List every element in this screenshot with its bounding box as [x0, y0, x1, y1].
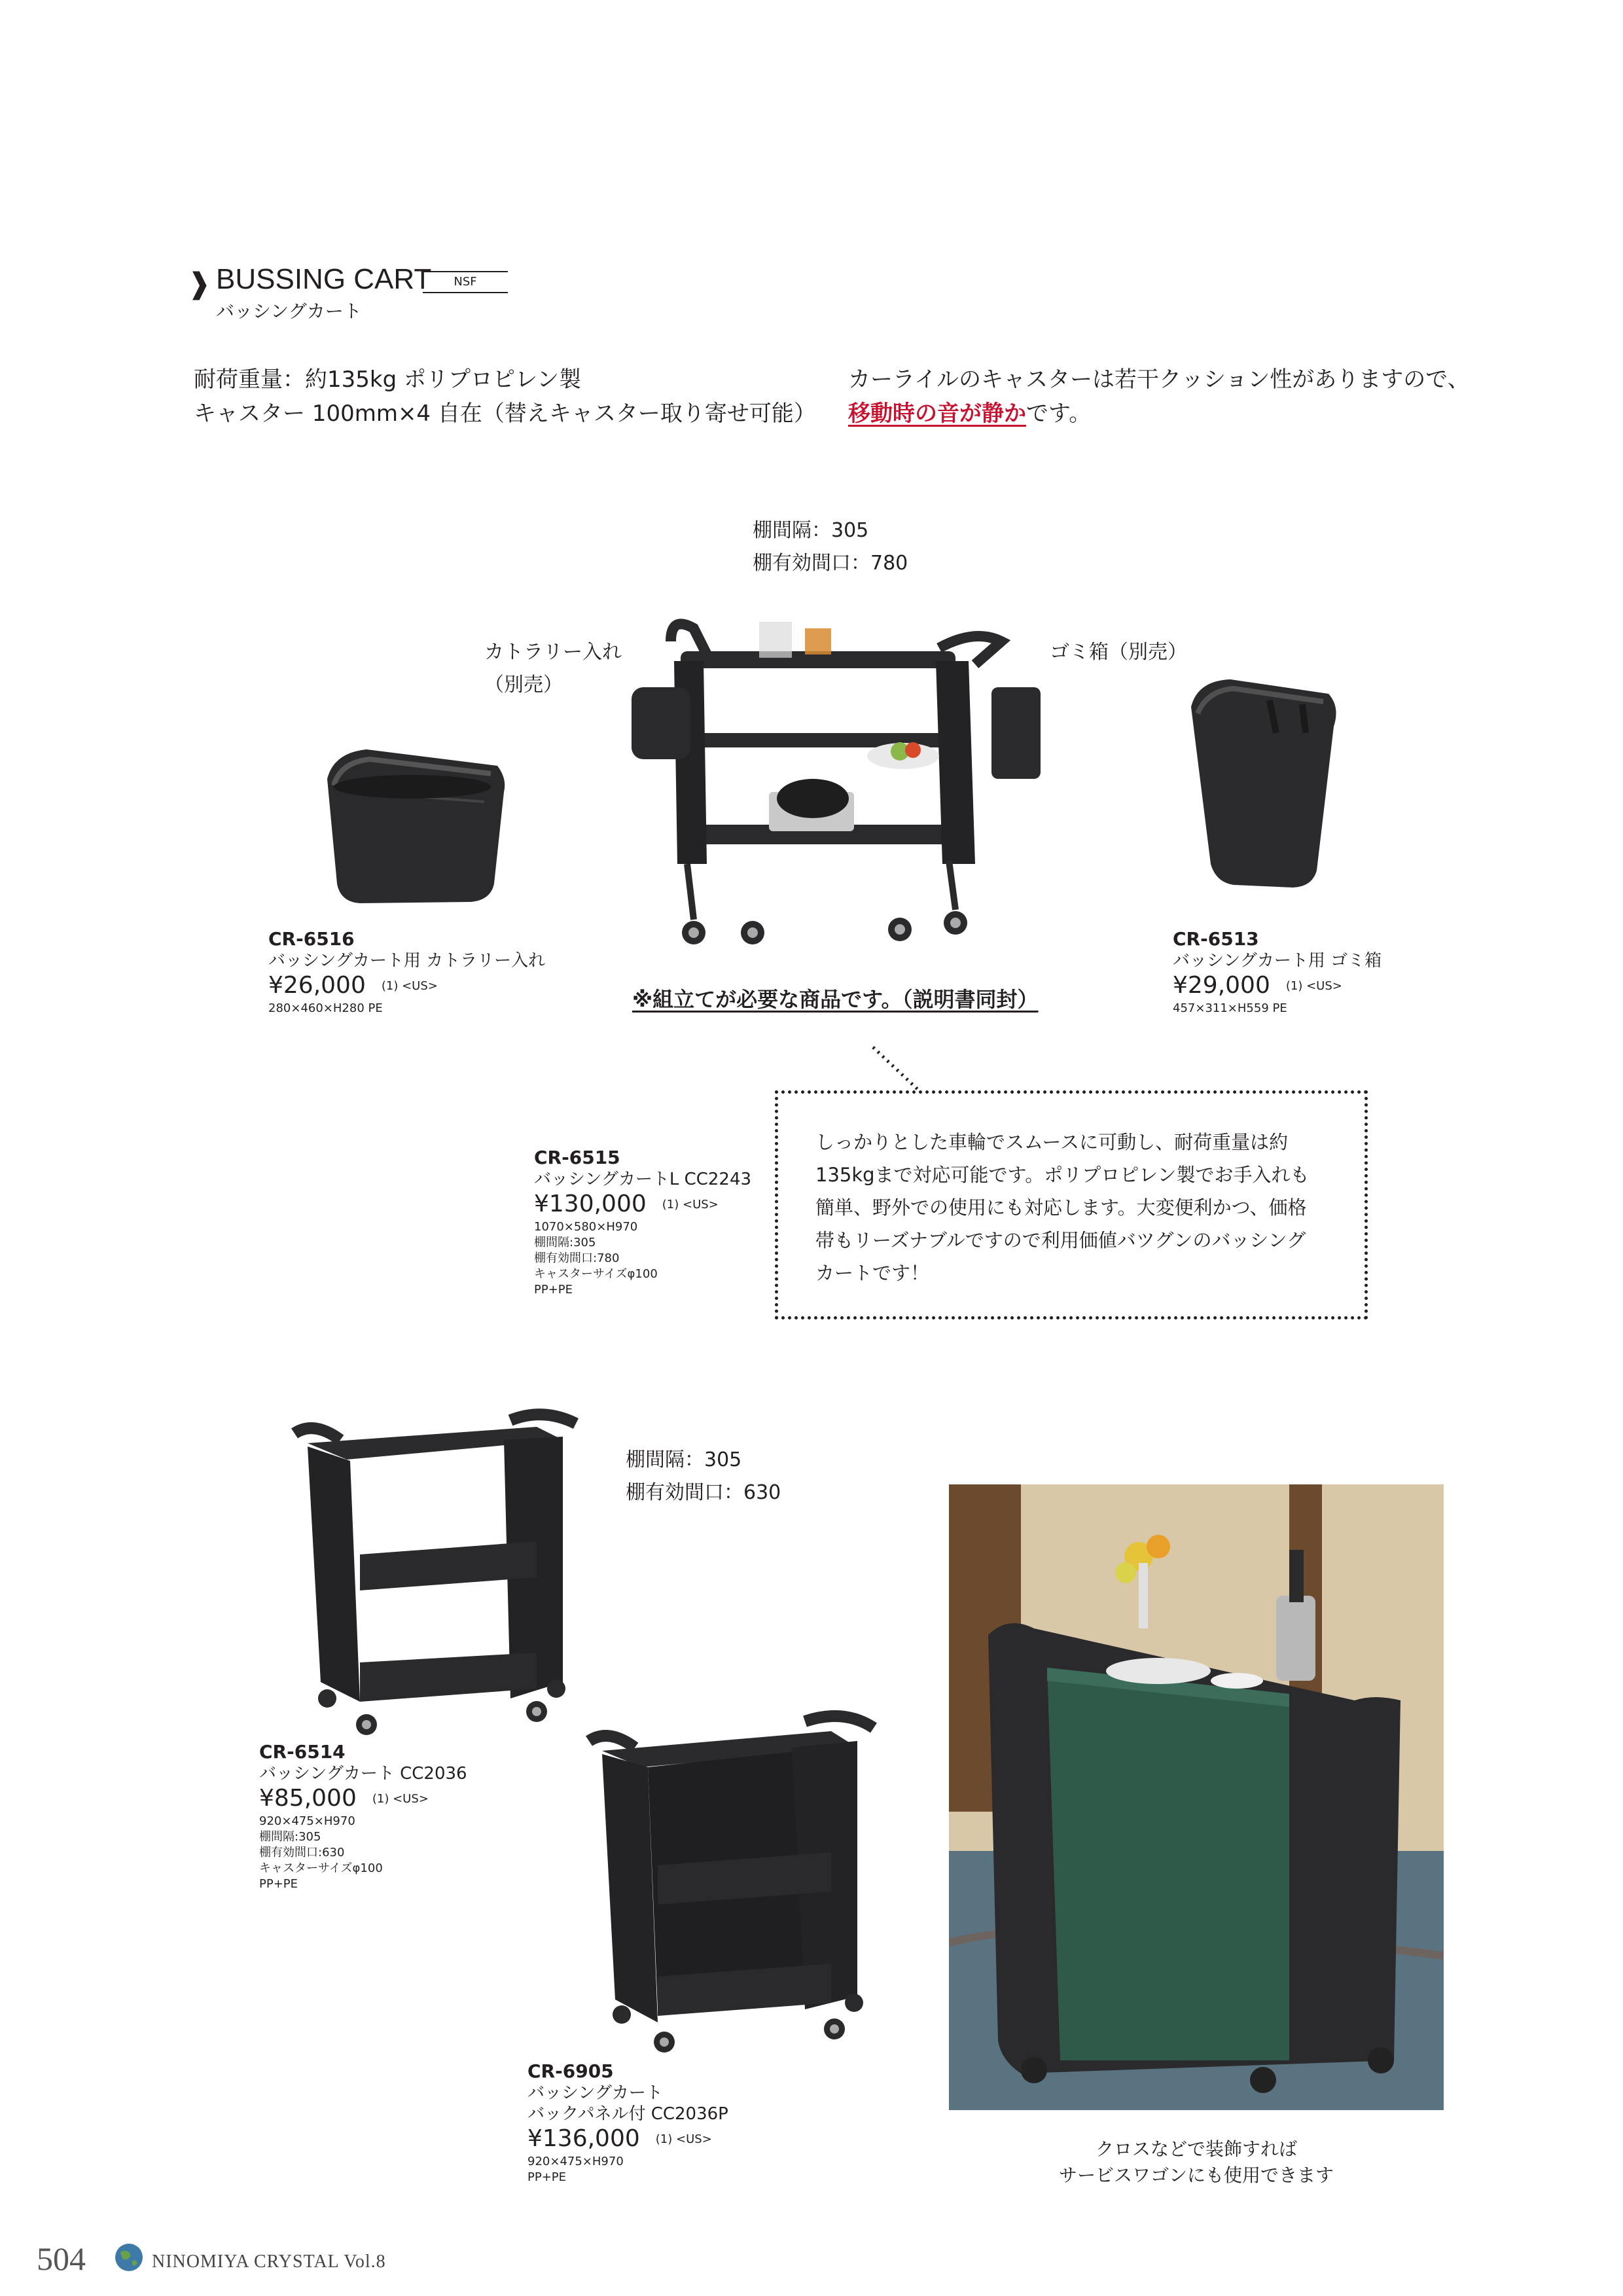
product-name-2: バックパネル付 CC2036P: [527, 2104, 728, 2124]
product-detail: PP+PE: [259, 1877, 298, 1891]
product-price: ¥26,000 (1) <US>: [268, 972, 438, 999]
brand-name: NINOMIYA CRYSTAL Vol.8: [152, 2251, 386, 2272]
service-wagon-photo: [949, 1484, 1444, 2110]
product-code: CR-6513: [1173, 928, 1259, 950]
product-detail: 920×475×H970: [259, 1814, 355, 1828]
product-detail: 棚有効間口:630: [259, 1846, 345, 1859]
globe-icon: [114, 2242, 144, 2272]
main-shelf-opening: 棚有効間口：780: [753, 552, 908, 575]
product-detail: 280×460×H280 PE: [268, 1001, 383, 1015]
product-code: CR-6516: [268, 928, 355, 950]
main-cart-image: [609, 602, 1047, 949]
product-name: バッシングカート: [527, 2083, 663, 2103]
small-shelf-gap: 棚間隔：305: [626, 1448, 742, 1471]
cart-cc2036p-image: [582, 1702, 883, 2055]
chevron-right-icon: ❱: [187, 267, 211, 300]
section-title: BUSSING CART: [216, 263, 432, 295]
product-detail: 1070×580×H970: [534, 1220, 638, 1234]
cutlery-bin-image: [314, 740, 510, 910]
product-name: バッシングカート用 カトラリー入れ: [268, 951, 546, 971]
product-detail: 457×311×H559 PE: [1173, 1001, 1287, 1015]
product-detail: PP+PE: [534, 1283, 573, 1297]
product-name: バッシングカートL CC2243: [534, 1170, 752, 1189]
main-shelf-gap: 棚間隔：305: [753, 519, 869, 542]
specs-right: [848, 363, 1470, 431]
product-name: バッシングカート用 ゴミ箱: [1173, 951, 1382, 971]
product-price: ¥29,000 (1) <US>: [1173, 972, 1342, 999]
product-code: CR-6515: [534, 1147, 620, 1168]
cutlery-label: カトラリー入れ （別売）: [484, 641, 622, 696]
description-text: しっかりとした車輪でスムースに可動し、耐荷重量は約 135kgまで対応可能です。ポリプロピレン製でお手入れも 簡単、野外での使用にも対応します。大変便利かつ、価格 帯もリーズナブルですので利用価値バツグンのバッシング カートです！: [815, 1131, 1310, 1284]
product-detail: キャスターサイズφ100: [534, 1267, 658, 1281]
product-price: ¥136,000 (1) <US>: [527, 2125, 712, 2152]
trash-bin-image: [1171, 668, 1348, 890]
product-detail: 棚有効間口:780: [534, 1251, 620, 1265]
small-shelf-opening: 棚有効間口：630: [626, 1481, 781, 1504]
product-cr-6515: [534, 1147, 751, 1298]
product-cr-6514: [259, 1741, 467, 1892]
product-detail: 棚間隔:305: [259, 1830, 321, 1844]
product-code: CR-6905: [527, 2060, 614, 2082]
quiet-highlight: 移動時の音が静か: [848, 401, 1026, 427]
product-code: CR-6514: [259, 1741, 346, 1763]
nsf-badge: NSF: [423, 271, 508, 293]
small-cart-dimensions: [626, 1444, 781, 1509]
product-cr-6516: [268, 928, 545, 1016]
photo-caption: クロスなどで装飾すれば サービスワゴンにも使用できます: [1058, 2138, 1334, 2186]
page-number: 504: [37, 2240, 86, 2277]
product-detail: キャスターサイズφ100: [259, 1861, 383, 1875]
assembly-note: ※組立てが必要な商品です。（説明書同封）: [632, 987, 1039, 1012]
cart-cc2036-image: [288, 1401, 596, 1741]
spec-right-line-2: 移動時の音が静かです。: [848, 401, 1092, 427]
product-detail: 920×475×H970: [527, 2155, 624, 2168]
trash-label: ゴミ箱（別売）: [1050, 641, 1187, 664]
callout-pointer: [870, 1045, 923, 1093]
spec-right-line-1: カーライルのキャスターは若干クッション性がありますので、: [848, 367, 1470, 393]
main-cart-dimensions: [753, 514, 908, 580]
specs-left: [194, 363, 816, 431]
product-cr-6513: [1173, 928, 1382, 1016]
spec-line-2: キャスター 100mm×4 自在（替えキャスター取り寄せ可能）: [194, 401, 816, 427]
product-cr-6905: [527, 2060, 728, 2185]
product-detail: PP+PE: [527, 2170, 567, 2184]
spec-line-1: 耐荷重量：約135kg ポリプロピレン製: [194, 367, 582, 393]
section-subtitle: バッシングカート: [216, 300, 362, 322]
product-price: ¥85,000 (1) <US>: [259, 1785, 429, 1812]
product-name: バッシングカート CC2036: [259, 1764, 467, 1784]
product-detail: 棚間隔:305: [534, 1236, 596, 1249]
product-price: ¥130,000 (1) <US>: [534, 1191, 719, 1217]
